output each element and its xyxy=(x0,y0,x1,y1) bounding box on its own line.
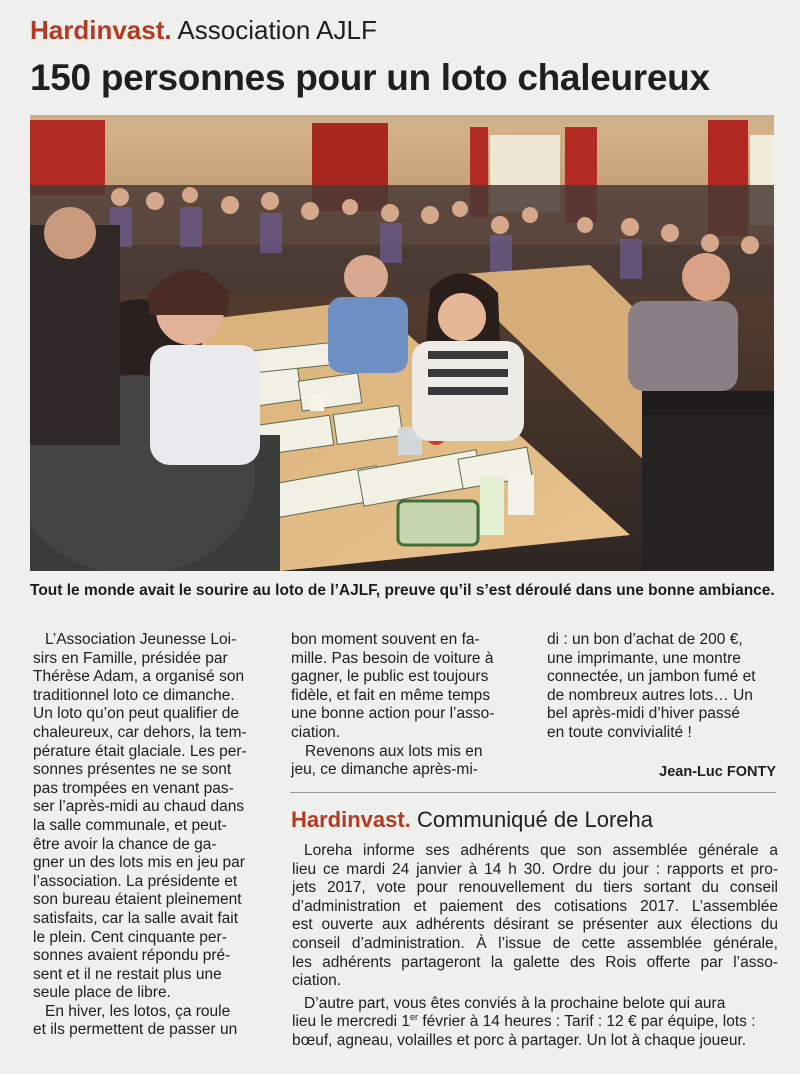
text-fragment: février à 14 heures : Tarif : 12 € par équipe, lots : xyxy=(418,1013,756,1031)
text-line: être avoir la chance de ga- xyxy=(33,835,217,853)
article-headline: 150 personnes pour un loto chaleureux xyxy=(30,57,710,98)
text-line: et ils permettent de passer un xyxy=(33,1021,238,1039)
text-line: ser l’après-midi au chaud dans xyxy=(33,798,245,816)
text-line: mille. Pas besoin de voiture à xyxy=(291,649,494,667)
text-line: seule place de libre. xyxy=(33,984,171,1002)
text-line: bon moment souvent en fa- xyxy=(291,631,480,648)
text-line: D’autre part, vous êtes conviés à la prochaine belote qui aura xyxy=(304,994,726,1012)
text-line: lieu ce mardi 24 janvier à 14 h 30. Ordre du jour : rapports et pro- xyxy=(292,860,778,878)
superscript: er xyxy=(410,1012,419,1023)
text-line: son bureau étaient pleinement xyxy=(33,891,242,909)
article-column-3 xyxy=(547,631,756,743)
text-line: sonnes présentes ne se sont xyxy=(33,761,232,779)
text-line: pérature était glaciale. Les per- xyxy=(33,742,247,760)
text-line xyxy=(292,1013,778,1032)
text-line: la salle communale, et peut- xyxy=(33,816,227,834)
text-line: Thérèse Adam, a organisé son xyxy=(33,668,245,686)
article-column-2 xyxy=(291,631,494,780)
article-author: Jean-Luc FONTY xyxy=(659,764,776,780)
text-line: En hiver, les lotos, ça roule xyxy=(45,1002,231,1020)
text-line: gner un des lots mis en jeu par xyxy=(33,854,245,872)
text-line: une bonne action pour l’asso- xyxy=(291,705,495,723)
article-photo xyxy=(30,115,774,571)
text-line: sent et il ne restait plus une xyxy=(33,965,222,983)
article-subject: Association AJLF xyxy=(177,15,377,45)
text-line: sonnes avaient répondu pré- xyxy=(33,947,231,965)
text-line: Revenons aux lots mis en xyxy=(305,742,483,760)
text-line: satisfaits, car la salle avait fait xyxy=(33,909,239,927)
text-line: Loreha informe ses adhérents que son assemblée générale a xyxy=(304,842,778,859)
brief-kicker xyxy=(291,806,653,834)
photo-caption: Tout le monde avait le sourire au loto de l’AJLF, preuve qu’il s’est déroulé dans une bonne ambiance. xyxy=(30,582,775,599)
text-line: ciation. xyxy=(292,972,342,990)
text-line: le plein. Cent cinquante per- xyxy=(33,928,227,946)
text-line: une imprimante, une montre xyxy=(547,649,741,667)
text-line: L’Association Jeunesse Loi- xyxy=(45,631,237,648)
text-line: traditionnel loto ce dimanche. xyxy=(33,686,235,704)
text-line: l’association. La présidente et xyxy=(33,872,238,890)
text-line: Un loto qu’on peut qualifier de xyxy=(33,705,239,723)
text-line: gagner, le public est toujours xyxy=(291,668,489,686)
text-line: chaleureux, car dehors, la tem- xyxy=(33,723,247,741)
text-line: d’administration et paiement des cotisations 2017. L’assemblée xyxy=(292,897,778,915)
text-line: ciation. xyxy=(291,723,341,741)
text-line: conseil d’administration. À l’issue de cette assemblée générale, xyxy=(292,934,778,952)
loto-hall-photo xyxy=(30,115,774,571)
article-kicker xyxy=(30,14,377,46)
text-line: di : un bon d’achat de 200 €, xyxy=(547,631,743,648)
text-line: est ouverte aux adhérents désirant se présenter aux élections du xyxy=(292,916,778,934)
text-line: bel après-midi d’hiver passé xyxy=(547,705,740,723)
text-line: jeu, ce dimanche après-mi- xyxy=(291,761,478,779)
text-line: sirs en Famille, présidée par xyxy=(33,649,228,667)
section-divider xyxy=(290,792,776,793)
brief-body xyxy=(292,842,778,1051)
brief-title: Communiqué de Loreha xyxy=(416,807,653,832)
brief-location: Hardinvast. xyxy=(291,807,411,832)
article-column-1 xyxy=(33,631,247,1040)
text-line: connectée, un jambon fumé et xyxy=(547,668,756,686)
text-line: jets 2017, vote pour renouvellement du tiers sortant du conseil xyxy=(292,879,778,897)
text-line: pas trompées en venant pas- xyxy=(33,779,234,797)
text-fragment: lieu le mercredi 1 xyxy=(292,1013,411,1031)
text-line: fidèle, et fait en même temps xyxy=(291,686,491,704)
article-location: Hardinvast. xyxy=(30,15,172,45)
text-line: bœuf, agneau, volailles et porc à partager. Un lot à chaque joueur. xyxy=(292,1031,747,1049)
text-line: les adhérents partageront la galette des Rois offerte par l’asso- xyxy=(292,953,778,971)
text-line: de nombreux autres lots… Un xyxy=(547,686,753,704)
text-line: en toute convivialité ! xyxy=(547,723,692,741)
